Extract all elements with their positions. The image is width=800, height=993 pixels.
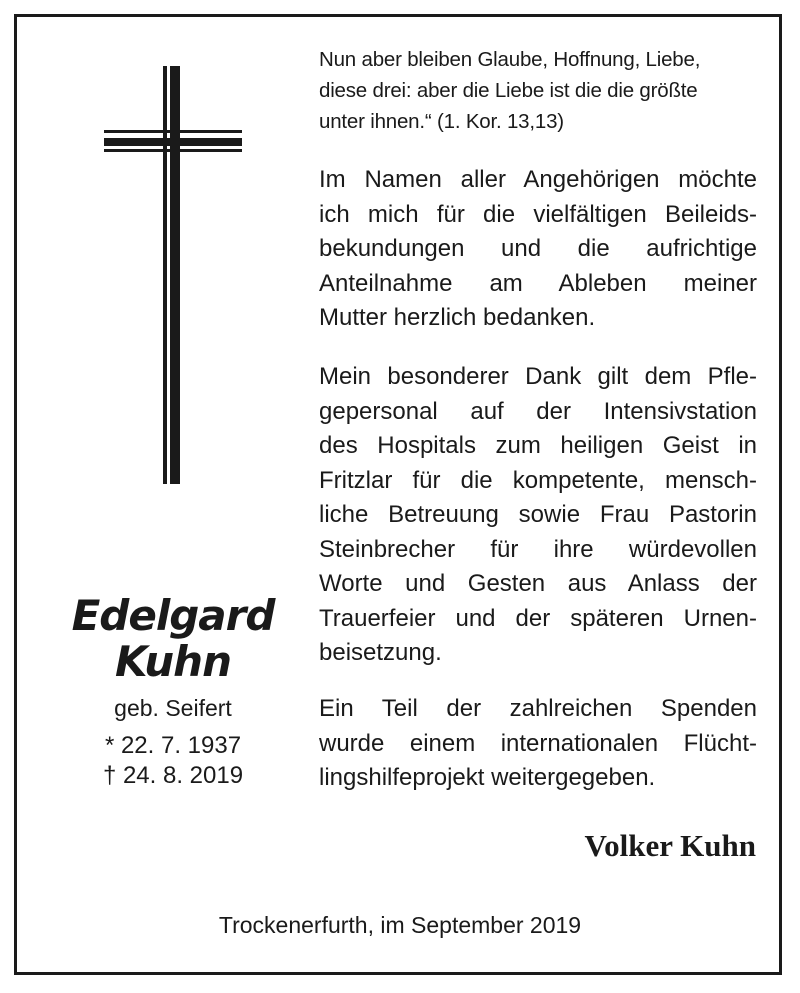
paragraph-line: Worte und Gesten aus Anlass der (319, 570, 757, 597)
paragraph-line: des Hospitals zum heiligen Geist in (319, 432, 757, 459)
paragraph-line: Mutter herzlich bedanken. (319, 304, 596, 331)
paragraph-line: Ein Teil der zahlreichen Spenden (319, 695, 757, 722)
paragraph-line: Mein besonderer Dank gilt dem Pfle- (319, 363, 757, 390)
donations-paragraph (319, 692, 757, 796)
paragraph-line: wurde einem internationalen Flücht- (319, 729, 757, 757)
paragraph-line: bekundungen und die aufrichtige (319, 235, 757, 262)
deceased-last-name: Kuhn (115, 637, 231, 686)
thanks-paragraph (319, 163, 757, 336)
birth-name: geb. Seifert (114, 695, 232, 721)
quote-line: diese drei: aber die Liebe ist die die größte (319, 79, 698, 102)
special-thanks-paragraph (319, 360, 757, 671)
quote-line: unter ihnen.“ (1. Kor. 13,13) (319, 110, 564, 133)
paragraph-line: Fritzlar für die kompetente, mensch- (319, 466, 757, 494)
place-and-date: Trockenerfurth, im September 2019 (218, 912, 582, 938)
paragraph-line: beisetzung. (319, 639, 442, 666)
paragraph-line: ich mich für die vielfältigen Beileids- (319, 200, 757, 228)
paragraph-line: Anteilnahme am Ableben meiner (319, 269, 757, 297)
paragraph-line: Im Namen aller Angehörigen möchte (319, 166, 757, 193)
paragraph-line: gepersonal auf der Intensivstation (319, 397, 757, 425)
paragraph-line: Steinbrecher für ihre würdevollen (319, 535, 757, 563)
paragraph-line: Trauerfeier und der späteren Urnen- (319, 604, 757, 632)
bible-quote (319, 44, 759, 137)
deceased-first-name: Edelgard (71, 591, 275, 640)
birth-date: * 22. 7. 1937 (104, 732, 242, 759)
death-date: † 24. 8. 2019 (102, 762, 244, 789)
paragraph-line: liche Betreuung sowie Frau Pastorin (319, 501, 757, 528)
signature: Volker Kuhn (584, 828, 756, 863)
quote-line: Nun aber bleiben Glaube, Hoffnung, Liebe, (319, 48, 701, 71)
paragraph-line: lingshilfeprojekt weitergegeben. (319, 764, 656, 791)
